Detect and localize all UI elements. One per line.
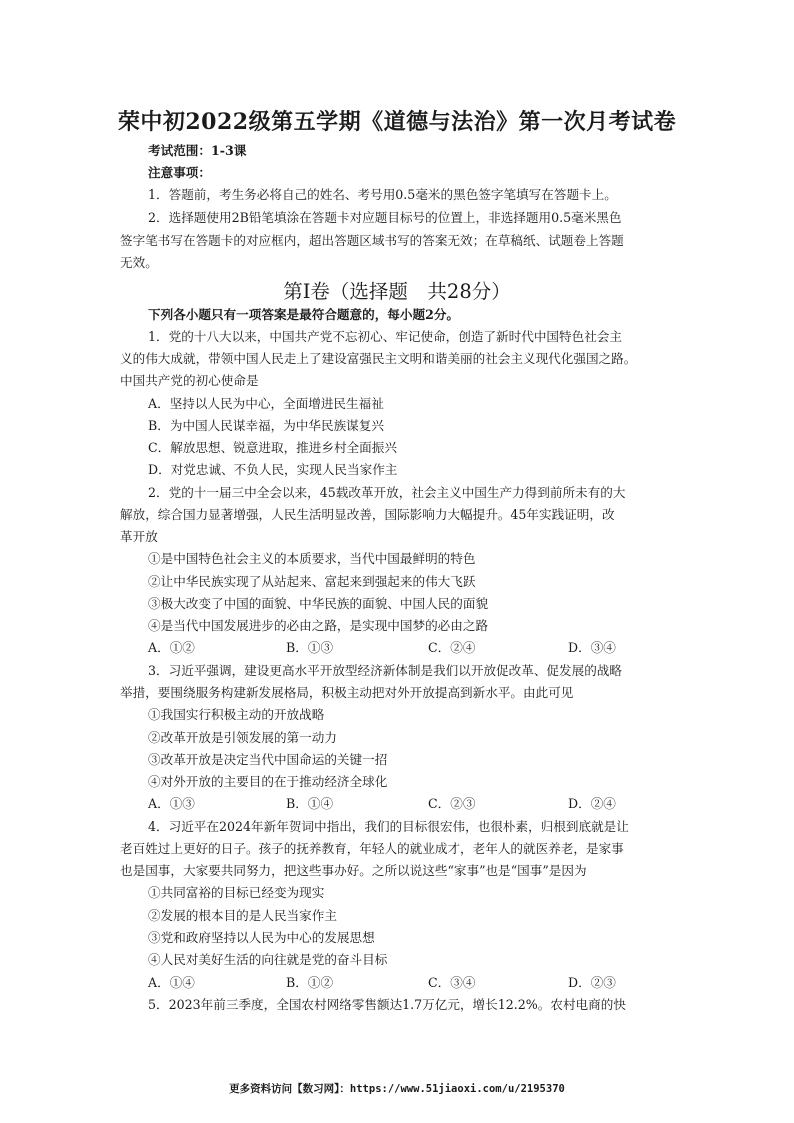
footer-url-link[interactable]: https://www.51jiaoxi.com/u/2195370 bbox=[349, 1083, 565, 1095]
statement-item: ②让中华民族实现了从站起来、富起来到强起来的伟大飞跃 bbox=[148, 574, 476, 589]
statement-item: ②发展的根本目的是人民当家作主 bbox=[148, 908, 337, 923]
statement-item: ③极大改变了中国的面貌、中华民族的面貌、中国人民的面貌 bbox=[148, 596, 489, 611]
notice-line: 2．选择题使用2B铅笔填涂在答题卡对应题目标号的位置上，非选择题用0.5毫米黑色 bbox=[148, 210, 622, 225]
statement-item: ④是当代中国发展进步的必由之路，是实现中国梦的必由之路 bbox=[148, 618, 489, 633]
question-stem: 2．党的十一届三中全会以来，45载改革开放，社会主义中国生产力得到前所未有的大 bbox=[148, 485, 626, 500]
instruction: 下列各小题只有一项答案是最符合题意的，每小题2分。 bbox=[148, 307, 460, 322]
question-stem: 义的伟大成就，带领中国人民走上了建设富强民主文明和谐美丽的社会主义现代化强国之路。 bbox=[120, 351, 637, 366]
answer-option: A．①③ bbox=[148, 796, 195, 811]
question-stem: 革开放 bbox=[120, 529, 158, 544]
answer-options-row bbox=[148, 637, 668, 659]
answer-option: D．②③ bbox=[568, 975, 616, 990]
answer-options-row bbox=[148, 972, 668, 994]
answer-option: C．解放思想、锐意进取，推进乡村全面振兴 bbox=[148, 440, 397, 455]
question-stem: 3．习近平强调，建设更高水平开放型经济新体制是我们以开放促改革、促发展的战略 bbox=[148, 663, 622, 678]
answer-option: B．①② bbox=[286, 975, 334, 990]
question-stem: 举措，要围绕服务构建新发展格局，积极主动把对外开放提高到新水平。由此可见 bbox=[120, 685, 574, 700]
answer-option: A．①② bbox=[148, 640, 195, 655]
notice-line: 无效。 bbox=[120, 255, 158, 270]
page-title: 荣中初2022级第五学期《道德与法治》第一次月考试卷 bbox=[117, 109, 677, 135]
answer-option: D．③④ bbox=[568, 640, 616, 655]
question-stem: 中国共产党的初心使命是 bbox=[120, 373, 259, 388]
question-stem: 解放，综合国力显著增强，人民生活明显改善，国际影响力大幅提升。45年实践证明，改 bbox=[120, 507, 615, 522]
answer-option: C．②③ bbox=[428, 796, 476, 811]
statement-item: ④对外开放的主要目的在于推动经济全球化 bbox=[148, 774, 388, 789]
notice-label: 注意事项： bbox=[148, 165, 211, 180]
answer-option: C．③④ bbox=[428, 975, 476, 990]
section-title: 第Ⅰ卷（选择题 共28分） bbox=[283, 280, 511, 303]
answer-option: D．②④ bbox=[568, 796, 616, 811]
answer-option: A．坚持以人民为中心，全面增进民生福祉 bbox=[148, 396, 384, 411]
question-stem: 老百姓过上更好的日子。孩子的抚养教育，年轻人的就业成才，老年人的就医养老，是家事 bbox=[120, 841, 624, 856]
footer-prefix: 更多资料访问【数习网】： bbox=[229, 1083, 350, 1095]
statement-item: ①我国实行积极主动的开放战略 bbox=[148, 707, 325, 722]
statement-item: ③党和政府坚持以人民为中心的发展思想 bbox=[148, 930, 375, 945]
question-stem: 1．党的十八大以来，中国共产党不忘初心、牢记使命，创造了新时代中国特色社会主 bbox=[148, 329, 622, 344]
answer-option: B．①③ bbox=[286, 640, 334, 655]
notice-line: 签字笔书写在答题卡的对应框内，超出答题区域书写的答案无效；在草稿纸、试题卷上答题 bbox=[120, 233, 624, 248]
notice-line: 1．答题前，考生务必将自己的姓名、考号用0.5毫米的黑色签字笔填写在答题卡上。 bbox=[148, 187, 617, 202]
statement-item: ④人民对美好生活的向往就是党的奋斗目标 bbox=[148, 952, 388, 967]
answer-options-row bbox=[148, 793, 668, 815]
statement-item: ③改革开放是决定当代中国命运的关键一招 bbox=[148, 752, 388, 767]
answer-option: B．为中国人民谋幸福，为中华民族谋复兴 bbox=[148, 418, 384, 433]
answer-option: C．②④ bbox=[428, 640, 476, 655]
question-stem: 也是国事，大家要共同努力，把这些事办好。之所以说这些“家事”也是“国事”是因为 bbox=[120, 863, 587, 878]
footer-link-line bbox=[0, 1081, 794, 1096]
question-stem: 4．习近平在2024年新年贺词中指出，我们的目标很宏伟，也很朴素，归根到底就是让 bbox=[148, 819, 629, 834]
statement-item: ①共同富裕的目标已经变为现实 bbox=[148, 885, 325, 900]
answer-option: B．①④ bbox=[286, 796, 334, 811]
answer-option: A．①④ bbox=[148, 975, 195, 990]
statement-item: ①是中国特色社会主义的本质要求，当代中国最鲜明的特色 bbox=[148, 551, 476, 566]
exam-scope: 考试范围：1-3课 bbox=[148, 143, 247, 158]
question-stem: 5．2023年前三季度，全国农村网络零售额达1.7万亿元，增长12.2%。农村电商的快 bbox=[148, 997, 626, 1012]
statement-item: ②改革开放是引领发展的第一动力 bbox=[148, 730, 337, 745]
answer-option: D．对党忠诚、不负人民，实现人民当家作主 bbox=[148, 462, 398, 477]
